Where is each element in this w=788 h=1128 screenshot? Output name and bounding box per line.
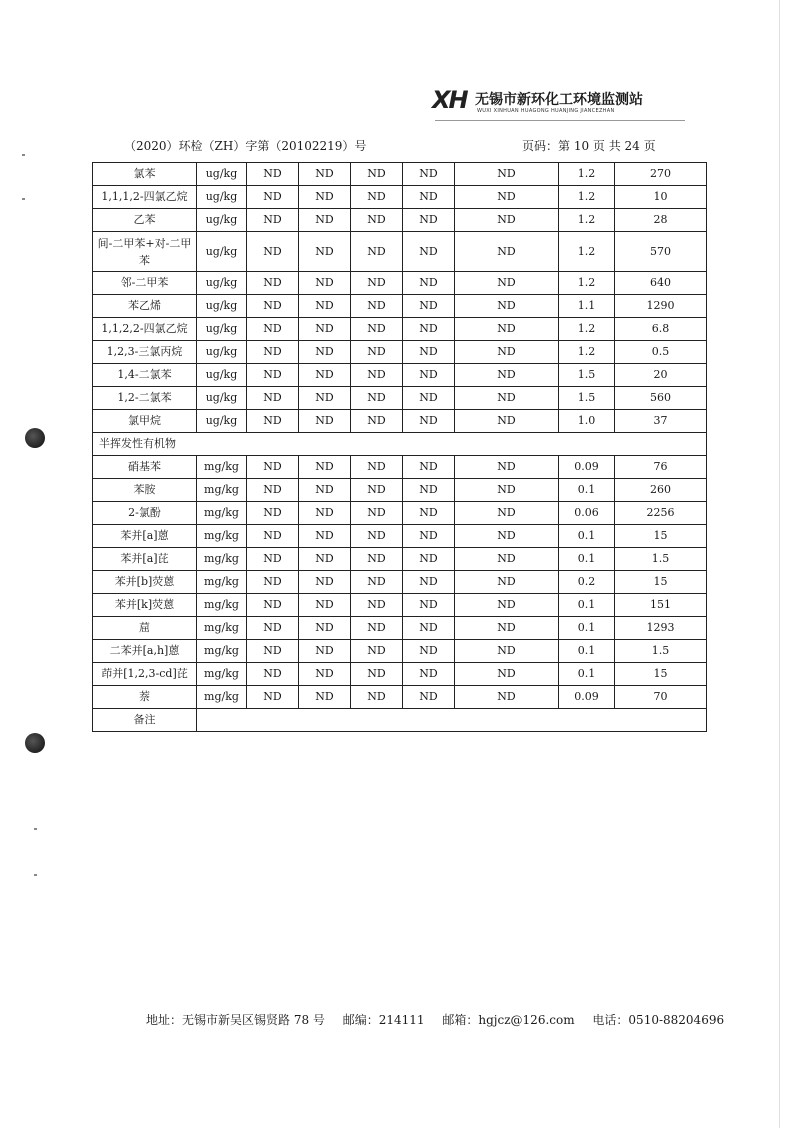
detection-limit-cell: 1.2 (559, 318, 615, 341)
result-cell: ND (299, 209, 351, 232)
scan-speck (22, 154, 25, 156)
svoc-section (93, 433, 707, 456)
detection-limit-cell: 1.5 (559, 364, 615, 387)
remark-value (197, 709, 707, 732)
result-cell: ND (455, 364, 559, 387)
result-cell: ND (247, 387, 299, 410)
unit-cell: ug/kg (197, 163, 247, 186)
standard-value-cell: 1.5 (615, 548, 707, 571)
detection-limit-cell: 0.1 (559, 479, 615, 502)
result-cell: ND (403, 502, 455, 525)
result-cell: ND (247, 410, 299, 433)
remark-label: 备注 (93, 709, 197, 732)
result-cell: ND (351, 548, 403, 571)
result-cell: ND (299, 163, 351, 186)
result-cell: ND (403, 663, 455, 686)
table-row (93, 364, 707, 387)
analyte-name: 氯苯 (93, 163, 197, 186)
result-cell: ND (247, 617, 299, 640)
unit-cell: mg/kg (197, 594, 247, 617)
detection-limit-cell: 1.5 (559, 387, 615, 410)
unit-cell: mg/kg (197, 663, 247, 686)
result-cell: ND (403, 186, 455, 209)
result-cell: ND (299, 617, 351, 640)
standard-value-cell: 1290 (615, 295, 707, 318)
result-cell: ND (351, 594, 403, 617)
result-cell: ND (247, 341, 299, 364)
scan-speck (22, 198, 25, 200)
result-cell: ND (455, 341, 559, 364)
result-cell: ND (247, 209, 299, 232)
result-cell: ND (455, 686, 559, 709)
remark-row (93, 709, 707, 732)
footer-phone: 电话：0510-88204696 (592, 1013, 725, 1027)
result-cell: ND (455, 387, 559, 410)
result-cell: ND (299, 548, 351, 571)
detection-limit-cell: 0.1 (559, 548, 615, 571)
result-cell: ND (299, 341, 351, 364)
table-row (93, 163, 707, 186)
analyte-name: 苯并[a]芘 (93, 548, 197, 571)
unit-cell: mg/kg (197, 502, 247, 525)
detection-limit-cell: 0.09 (559, 456, 615, 479)
table-row (93, 232, 707, 272)
result-cell: ND (455, 456, 559, 479)
result-cell: ND (403, 525, 455, 548)
detection-limit-cell: 0.1 (559, 594, 615, 617)
result-cell: ND (403, 686, 455, 709)
result-cell: ND (247, 318, 299, 341)
result-cell: ND (299, 525, 351, 548)
result-cell: ND (455, 571, 559, 594)
result-cell: ND (403, 548, 455, 571)
result-cell: ND (351, 272, 403, 295)
result-cell: ND (247, 686, 299, 709)
result-cell: ND (351, 525, 403, 548)
result-cell: ND (299, 232, 351, 272)
result-cell: ND (455, 295, 559, 318)
result-cell: ND (299, 186, 351, 209)
analyte-name: 苯并[a]蒽 (93, 525, 197, 548)
detection-limit-cell: 0.06 (559, 502, 615, 525)
unit-cell: ug/kg (197, 295, 247, 318)
unit-cell: ug/kg (197, 272, 247, 295)
standard-value-cell: 6.8 (615, 318, 707, 341)
result-cell: ND (299, 318, 351, 341)
standard-value-cell: 570 (615, 232, 707, 272)
result-cell: ND (299, 663, 351, 686)
analyte-name: 乙苯 (93, 209, 197, 232)
result-cell: ND (455, 410, 559, 433)
result-cell: ND (299, 456, 351, 479)
result-cell: ND (455, 232, 559, 272)
result-cell: ND (299, 364, 351, 387)
footer-postcode: 邮编：214111 (342, 1013, 425, 1027)
result-cell: ND (247, 548, 299, 571)
analyte-name: 1,1,2,2-四氯乙烷 (93, 318, 197, 341)
detection-limit-cell: 0.1 (559, 640, 615, 663)
table-row (93, 479, 707, 502)
unit-cell: ug/kg (197, 209, 247, 232)
unit-cell: ug/kg (197, 186, 247, 209)
footer-address: 地址：无锡市新吴区锡贤路 78 号 (146, 1013, 325, 1027)
result-cell: ND (351, 364, 403, 387)
result-cell: ND (455, 525, 559, 548)
unit-cell: mg/kg (197, 525, 247, 548)
unit-cell: ug/kg (197, 364, 247, 387)
result-cell: ND (455, 272, 559, 295)
table-row (93, 456, 707, 479)
analyte-name: 茚并[1,2,3-cd]芘 (93, 663, 197, 686)
table-row (93, 295, 707, 318)
standard-value-cell: 260 (615, 479, 707, 502)
result-cell: ND (247, 663, 299, 686)
result-cell: ND (299, 686, 351, 709)
result-cell: ND (455, 594, 559, 617)
unit-cell: mg/kg (197, 456, 247, 479)
result-cell: ND (351, 663, 403, 686)
unit-cell: ug/kg (197, 410, 247, 433)
org-name-en: WUXI XINHUAN HUAGONG HUANJING JIANCEZHAN (477, 108, 615, 114)
standard-value-cell: 560 (615, 387, 707, 410)
detection-limit-cell: 0.1 (559, 617, 615, 640)
table-row (93, 663, 707, 686)
result-cell: ND (351, 318, 403, 341)
table-row (93, 571, 707, 594)
table-row (93, 686, 707, 709)
unit-cell: mg/kg (197, 548, 247, 571)
standard-value-cell: 15 (615, 571, 707, 594)
result-cell: ND (299, 594, 351, 617)
result-cell: ND (351, 686, 403, 709)
analyte-name: 间-二甲苯+对-二甲苯 (93, 232, 197, 272)
analyte-name: 苯并[b]荧蒽 (93, 571, 197, 594)
result-cell: ND (403, 387, 455, 410)
unit-cell: mg/kg (197, 571, 247, 594)
table-row (93, 341, 707, 364)
result-cell: ND (299, 295, 351, 318)
result-cell: ND (247, 594, 299, 617)
result-cell: ND (455, 186, 559, 209)
unit-cell: ug/kg (197, 387, 247, 410)
footer-email: 邮箱：hgjcz@126.com (442, 1013, 575, 1027)
result-cell: ND (403, 295, 455, 318)
header-rule (435, 120, 685, 121)
standard-value-cell: 15 (615, 663, 707, 686)
result-cell: ND (403, 232, 455, 272)
detection-limit-cell: 1.2 (559, 341, 615, 364)
analyte-name: 1,1,1,2-四氯乙烷 (93, 186, 197, 209)
analyte-name: 氯甲烷 (93, 410, 197, 433)
unit-cell: mg/kg (197, 686, 247, 709)
remark-section (93, 709, 707, 732)
table-row (93, 525, 707, 548)
result-cell: ND (299, 479, 351, 502)
result-cell: ND (403, 594, 455, 617)
result-cell: ND (299, 410, 351, 433)
result-cell: ND (351, 295, 403, 318)
scan-speck (34, 874, 37, 876)
result-cell: ND (247, 232, 299, 272)
letterhead (432, 86, 692, 122)
analyte-name: 苯胺 (93, 479, 197, 502)
standard-value-cell: 37 (615, 410, 707, 433)
standard-value-cell: 1.5 (615, 640, 707, 663)
section-title: 半挥发性有机物 (93, 433, 707, 456)
result-cell: ND (403, 272, 455, 295)
result-cell: ND (455, 163, 559, 186)
result-cell: ND (455, 663, 559, 686)
result-cell: ND (247, 502, 299, 525)
punch-hole-upper (25, 428, 45, 448)
result-cell: ND (351, 186, 403, 209)
result-cell: ND (455, 318, 559, 341)
detection-limit-cell: 1.0 (559, 410, 615, 433)
result-cell: ND (403, 640, 455, 663)
result-cell: ND (299, 272, 351, 295)
detection-limit-cell: 0.2 (559, 571, 615, 594)
detection-limit-cell: 1.1 (559, 295, 615, 318)
detection-limit-cell: 1.2 (559, 232, 615, 272)
result-cell: ND (455, 617, 559, 640)
result-cell: ND (247, 456, 299, 479)
result-cell: ND (455, 479, 559, 502)
result-cell: ND (455, 209, 559, 232)
unit-cell: ug/kg (197, 318, 247, 341)
analyte-name: 苯并[k]荧蒽 (93, 594, 197, 617)
org-logo: XH (432, 86, 467, 114)
result-cell: ND (351, 456, 403, 479)
result-cell: ND (299, 387, 351, 410)
org-name-cn: 无锡市新环化工环境监测站 (475, 92, 643, 108)
table-row (93, 318, 707, 341)
table-row (93, 410, 707, 433)
table-row (93, 387, 707, 410)
standard-value-cell: 270 (615, 163, 707, 186)
unit-cell: mg/kg (197, 479, 247, 502)
results-table (92, 162, 707, 732)
result-cell: ND (455, 548, 559, 571)
standard-value-cell: 76 (615, 456, 707, 479)
result-cell: ND (247, 163, 299, 186)
analyte-name: 萘 (93, 686, 197, 709)
result-cell: ND (403, 163, 455, 186)
result-cell: ND (299, 502, 351, 525)
detection-limit-cell: 1.2 (559, 272, 615, 295)
analyte-name: 二苯并[a,h]蒽 (93, 640, 197, 663)
result-cell: ND (455, 502, 559, 525)
standard-value-cell: 2256 (615, 502, 707, 525)
standard-value-cell: 15 (615, 525, 707, 548)
result-cell: ND (455, 640, 559, 663)
unit-cell: ug/kg (197, 341, 247, 364)
result-cell: ND (403, 617, 455, 640)
unit-cell: mg/kg (197, 617, 247, 640)
result-cell: ND (247, 640, 299, 663)
standard-value-cell: 640 (615, 272, 707, 295)
analyte-name: 2-氯酚 (93, 502, 197, 525)
report-number: （2020）环检（ZH）字第（20102219）号 (124, 139, 367, 153)
table-row (93, 272, 707, 295)
scan-speck (34, 828, 37, 830)
standard-value-cell: 1293 (615, 617, 707, 640)
detection-limit-cell: 0.1 (559, 525, 615, 548)
result-cell: ND (247, 186, 299, 209)
result-cell: ND (299, 640, 351, 663)
detection-limit-cell: 1.2 (559, 186, 615, 209)
result-cell: ND (299, 571, 351, 594)
result-cell: ND (351, 571, 403, 594)
standard-value-cell: 20 (615, 364, 707, 387)
analyte-name: 䓛 (93, 617, 197, 640)
table-row (93, 594, 707, 617)
standard-value-cell: 28 (615, 209, 707, 232)
standard-value-cell: 0.5 (615, 341, 707, 364)
svoc-rows (93, 456, 707, 709)
unit-cell: ug/kg (197, 232, 247, 272)
section-row (93, 433, 707, 456)
result-cell: ND (403, 341, 455, 364)
result-cell: ND (351, 387, 403, 410)
unit-cell: mg/kg (197, 640, 247, 663)
table-row (93, 186, 707, 209)
result-cell: ND (247, 525, 299, 548)
detection-limit-cell: 0.09 (559, 686, 615, 709)
page-edge (779, 0, 780, 1128)
page-number: 页码：第 10 页 共 24 页 (522, 139, 656, 153)
result-cell: ND (403, 364, 455, 387)
result-cell: ND (403, 318, 455, 341)
result-cell: ND (351, 232, 403, 272)
result-cell: ND (247, 364, 299, 387)
result-cell: ND (351, 209, 403, 232)
analyte-name: 邻-二甲苯 (93, 272, 197, 295)
result-cell: ND (351, 640, 403, 663)
result-cell: ND (247, 272, 299, 295)
result-cell: ND (403, 209, 455, 232)
table-row (93, 209, 707, 232)
table-row (93, 617, 707, 640)
analyte-name: 硝基苯 (93, 456, 197, 479)
analyte-name: 苯乙烯 (93, 295, 197, 318)
result-cell: ND (247, 479, 299, 502)
result-cell: ND (247, 295, 299, 318)
footer (146, 1011, 738, 1028)
punch-hole-lower (25, 733, 45, 753)
result-cell: ND (351, 617, 403, 640)
table-row (93, 548, 707, 571)
standard-value-cell: 70 (615, 686, 707, 709)
analyte-name: 1,4-二氯苯 (93, 364, 197, 387)
standard-value-cell: 10 (615, 186, 707, 209)
result-cell: ND (403, 571, 455, 594)
result-cell: ND (351, 502, 403, 525)
result-cell: ND (403, 456, 455, 479)
result-cell: ND (247, 571, 299, 594)
result-cell: ND (403, 410, 455, 433)
detection-limit-cell: 0.1 (559, 663, 615, 686)
table-row (93, 640, 707, 663)
result-cell: ND (351, 410, 403, 433)
voc-rows (93, 163, 707, 433)
standard-value-cell: 151 (615, 594, 707, 617)
result-cell: ND (351, 479, 403, 502)
result-cell: ND (403, 479, 455, 502)
result-cell: ND (351, 163, 403, 186)
table-row (93, 502, 707, 525)
result-cell: ND (351, 341, 403, 364)
detection-limit-cell: 1.2 (559, 163, 615, 186)
detection-limit-cell: 1.2 (559, 209, 615, 232)
analyte-name: 1,2,3-三氯丙烷 (93, 341, 197, 364)
analyte-name: 1,2-二氯苯 (93, 387, 197, 410)
